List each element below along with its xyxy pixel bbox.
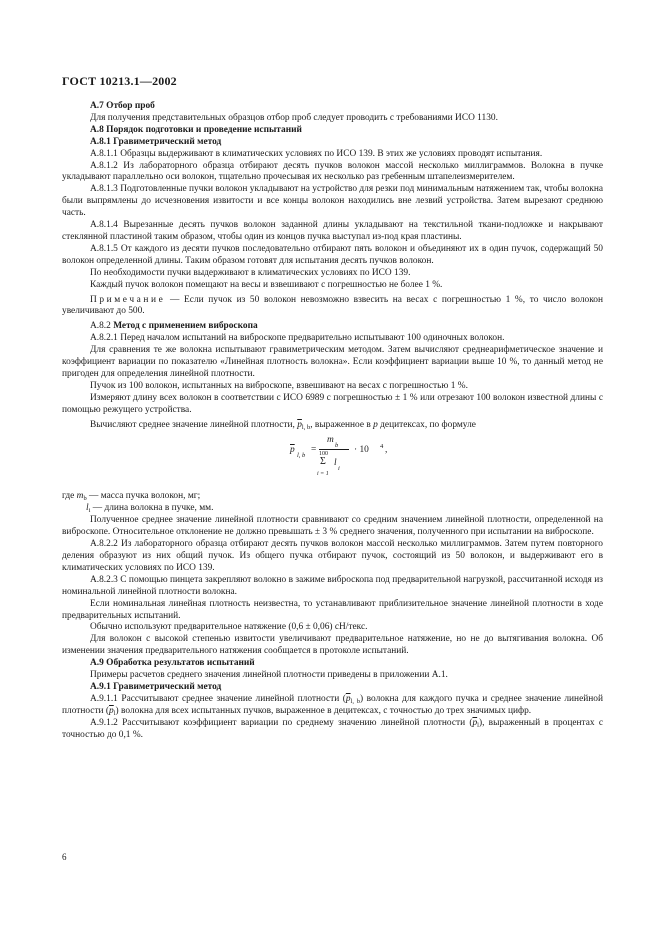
symbol-p: $\overline{p}$	[297, 419, 302, 430]
symbol-subscript: i	[88, 507, 91, 515]
paragraph: Для получения представительных образцов отбор проб следует проводить с требованиями ИСО 1130.	[90, 112, 498, 123]
paragraph: Пучок из 100 волокон, испытанных на виброскопе, взвешивают на весах с погрешностью 1 %.	[90, 380, 468, 391]
paragraph: А.8.1.3 Подготовленные пучки волокон укладывают на устройство для резки под минимальным натяжением так, чтобы волокна были выпрямлены до исчезновения извитости и все концы волокон находились вне лезвий устройства. Затем вырезают среднюю часть.	[62, 184, 603, 219]
text: децитексах, по формуле	[377, 419, 476, 430]
paragraph	[62, 420, 603, 432]
symbol-subscript: l	[477, 721, 479, 729]
symbol-p: $\overline{p}$	[345, 693, 351, 704]
paragraph: А.8.2.1 Перед началом испытаний на виброскопе предварительно испытывают 100 одиночных волокон.	[90, 333, 505, 344]
formula-legend-item	[62, 491, 603, 503]
paragraph: Для волокон с высокой степенью извитости увеличивают предварительное натяжение, но не до вытягивания волокна. Об изменении значения предварительного натяжения сообщается в протоколе испытаний.	[62, 634, 603, 657]
paragraph: А.8.1.2 Из лабораторного образца отбирают десять пучков волокон массой несколько миллиграммов. Волокна в пучке укладывают параллельно оси волокон, тщательно прочесывая их несколько раз гребенным штапелеизмерителем.	[62, 160, 603, 183]
text: ) волокна для всех испытанных пучков, выраженное в децитексах, с точностью до трех значимых цифр.	[115, 705, 532, 716]
paragraph: Каждый пучок волокон помещают на весы и взвешивают с погрешностью не более 1 %.	[90, 279, 443, 290]
text: — длина волокна в пучке, мм.	[90, 503, 214, 514]
formula-numerator-subscript: b	[335, 442, 339, 450]
paragraph: А.8.2.2 Из лабораторного образца отбирают десять пучков волокон массой несколько миллиграммов. Затем путем повторного деления образуют из них общий пучок. Из общего пучка отбирают пучок, состоящий из 50 волокон, и выдерживают его в климатических условиях по ИСО 139.	[62, 539, 603, 573]
symbol-m: m	[76, 491, 84, 502]
paragraph: А.8.2.3 С помощью пинцета закрепляют волокно в зажиме виброскопа под предварительной нагрузкой, рассчитанной исходя из номинальной линейной плотности волокна.	[62, 574, 603, 597]
paragraph: А.8.1.5 От каждого из десяти пучков последовательно отбирают пять волокон и объединяют их в один пучок, содержащий 50 волокон определенной длины. Таким образом готовят для испытания десять пучков волокон.	[62, 243, 603, 266]
symbol-p: $\overline{p}$	[109, 705, 114, 716]
symbol-p: p	[373, 419, 378, 430]
formula-denominator-subscript: i	[338, 465, 340, 473]
text: , выраженное в	[310, 419, 374, 430]
text: А.9.1.1 Рассчитывают среднее значение линейной плотности (	[90, 693, 346, 704]
formula-multiplier: · 10	[354, 445, 369, 456]
section-a9-heading: А.9 Обработка результатов испытаний	[90, 658, 255, 669]
paragraph	[62, 694, 603, 718]
document-body	[62, 101, 603, 742]
formula-sum-top: 100	[319, 451, 328, 458]
page-number: 6	[62, 852, 67, 862]
formula-numerator: m	[327, 435, 334, 446]
formula-legend-item	[62, 503, 603, 515]
paragraph: Измеряют длину всех волокон в соответствии с ИСО 6989 с погрешностью ± 1 % или отрезают 100 волокон известной длины с помощью режущего устройства.	[62, 392, 603, 415]
text: где	[62, 491, 77, 502]
document-title: ГОСТ 10213.1—2002	[62, 74, 177, 88]
text: — масса пучка волокон, мг;	[86, 491, 201, 502]
section-title: Метод с применением виброскопа	[113, 321, 258, 332]
paragraph: А.8.1.1 Образцы выдерживают в климатических условиях по ИСО 139. В этих же условиях проводят испытания.	[90, 148, 543, 159]
note	[62, 295, 603, 319]
symbol-subscript: l	[113, 709, 116, 717]
paragraph	[62, 718, 603, 742]
formula-sum-sign: Σ	[320, 456, 326, 468]
formula-sum-bottom: i = 1	[317, 471, 329, 478]
section-a8-heading: А.8 Порядок подготовки и проведение испытаний	[90, 124, 302, 135]
symbol-l: l	[86, 503, 89, 514]
symbol-subscript: l, b	[301, 423, 311, 431]
formula-lhs-subscript: l, b	[297, 452, 306, 460]
paragraph: По необходимости пучки выдерживают в климатических условиях по ИСО 139.	[90, 267, 411, 278]
formula-denominator: l	[334, 458, 337, 469]
text: ) волокна для каждого пучка и среднее значение линейной плотности (	[62, 693, 603, 716]
note-label: Примечание	[90, 294, 166, 305]
paragraph: Для сравнения те же волокна испытывают гравиметрическим методом. Затем вычисляют среднеарифметическое значение и коэффициент вариации по показателю «Линейная плотность волокна». Если коэффициент вариации выше 10 %, то данный метод не пригоден для определения линейной плотности.	[62, 345, 603, 379]
formula-linear-density	[62, 433, 603, 487]
text: ), выраженный в процентах с точностью до 0,1 %.	[62, 717, 603, 740]
section-number: А.8.2	[90, 321, 111, 332]
section-a91-heading: А.9.1 Гравиметрический метод	[90, 681, 222, 692]
section-a81-heading: А.8.1 Гравиметрический метод	[90, 136, 222, 147]
symbol-subscript: b	[83, 495, 87, 503]
section-a7-heading: А.7 Отбор проб	[90, 101, 155, 111]
text: А.9.1.2 Рассчитывают коэффициент вариации по среднему значению линейной плотности (	[90, 717, 473, 728]
symbol-subscript: l, b	[350, 697, 361, 705]
formula-exponent: 4	[380, 443, 384, 451]
paragraph: Полученное среднее значение линейной плотности сравнивают со средним значением линейной плотности, определенной на виброскопе. Относительное отклонение не должно превышать ± 3 % среднего значения, полученного при испытании на виброскопе.	[62, 515, 603, 538]
paragraph: Если номинальная линейная плотность неизвестна, то устанавливают приблизительное значение линейной плотности в ходе предварительных испытаний.	[62, 598, 603, 621]
symbol-p: $\overline{p}$	[472, 717, 478, 728]
paragraph: А.8.1.4 Вырезанные десять пучков волокон заданной длины укладывают на текстильной ткани-подложке и накрывают стеклянной пластиной таким образом, чтобы один из концов пучка выступал из-под края пластины.	[62, 220, 603, 242]
paragraph: Примеры расчетов среднего значения линейной плотности приведены в приложении А.1.	[90, 670, 448, 681]
formula-comma: ,	[385, 445, 388, 456]
paragraph: Обычно используют предварительное натяжение (0,6 ± 0,06) сН/текс.	[90, 622, 368, 633]
text: Вычисляют среднее значение линейной плотности,	[90, 419, 298, 430]
formula-lhs: $\overline{p}$	[290, 445, 295, 456]
formula-equals: =	[311, 445, 317, 456]
note-text: — Если пучок из 50 волокон невозможно взвесить на весах с погрешностью 1 %, то число волокон увеличивают до 500.	[62, 294, 603, 317]
section-a82-heading	[62, 321, 603, 333]
